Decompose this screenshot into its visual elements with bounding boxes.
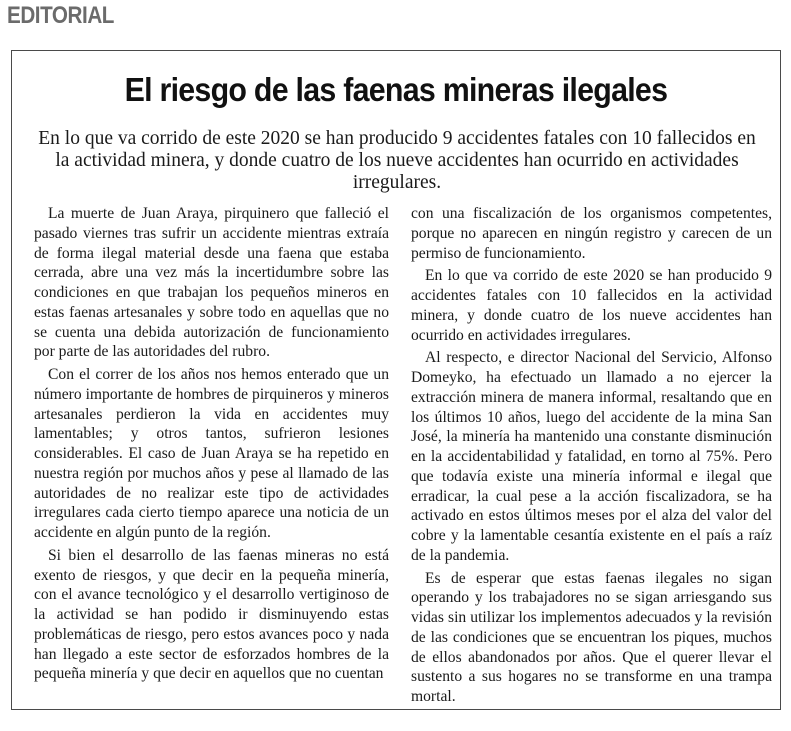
headline	[12, 71, 780, 109]
paragraph: En lo que va corrido de este 2020 se han producido 9 accidentes fatales con 10 fallecidos en la actividad minera, y donde cuatro de los nueve accidentes han ocurrido en actividades irregulares.	[411, 267, 772, 344]
paragraph: Al respecto, e director Nacional del Servicio, Alfonso Domeyko, ha efectuado un llamado a no ejercer la extracción minera de manera informal, resaltando que en los últimos 10 años, luego del accidente de la mina San José, la minería ha mantenido una constante disminución en la accidentabilidad y fatalidad, en torno al 75%. Pero que todavía existe una minería informal e ilegal que erradicar, la cual pese a la acción fiscalizadora, se ha activado en estos últimos meses por el alza del valor del cobre y la lamentable cesantía existente en el país a raíz de la pandemia.	[411, 349, 772, 564]
paragraph-continuation: con una fiscalización de los organismos competentes, porque no aparecen en ningún registro y carecen de un permiso de funcionamiento.	[411, 205, 772, 262]
paragraph: La muerte de Juan Araya, pirquinero que falleció el pasado viernes tras sufrir un accidente mientras extraía de forma ilegal material desde una faena que estaba cerrada, abre una vez más la incertidumbre sobre las condiciones en que trabajan los pequeños mineros en estas faenas artesanales y sobre todo en aquellas que no se cuenta una debida autorización de funcionamiento por parte de las autoridades del rubro.	[34, 205, 389, 361]
headline-text: El riesgo de las faenas mineras ilegales	[124, 71, 668, 108]
paragraph: Es de esperar que estas faenas ilegales no sigan operando y los trabajadores no se sigan arriesgando sus vidas sin utilizar los implementos adecuados y la revisión de las condiciones que se encuentran los piques, muchos de ellos abandonados por años. Que el querer llevar el sustento a sus hogares no se transforme en una trampa mortal.	[411, 569, 772, 705]
paragraph: Con el correr de los años nos hemos enterado que un número importante de hombres de pirquineros y mineros artesanales perdieron la vida en accidentes muy lamentables; y otros tantos, sufrieron lesiones considerables. El caso de Juan Araya se ha repetido en nuestra región por muchos años y pese al llamado de las autoridades de no realizar este tipo de actividades irregulares cada cierto tiempo aparece una noticia de un accidente en algún punto de la región.	[34, 366, 389, 541]
right-column	[411, 204, 772, 707]
paragraph: Si bien el desarrollo de las faenas mineras no está exento de riesgos, y que decir en la pequeña minería, con el avance tecnológico y el desarrollo vertiginoso de la actividad se han podido ir disminuyendo estas problemáticas de riesgo, pero estos avances poco y nada han llegado a este sector de esforzados hombres de la pequeña minería y que decir en aquellos que no cuentan	[34, 546, 389, 683]
editorial-box	[11, 50, 781, 710]
left-column	[34, 204, 389, 684]
summary-deck: En lo que va corrido de este 2020 se han producido 9 accidentes fatales con 10 fallecidos en la actividad minera, y donde cuatro de los nueve accidentes han ocurrido en actividades irregulares.	[38, 128, 756, 193]
section-label: EDITORIAL	[7, 2, 114, 29]
